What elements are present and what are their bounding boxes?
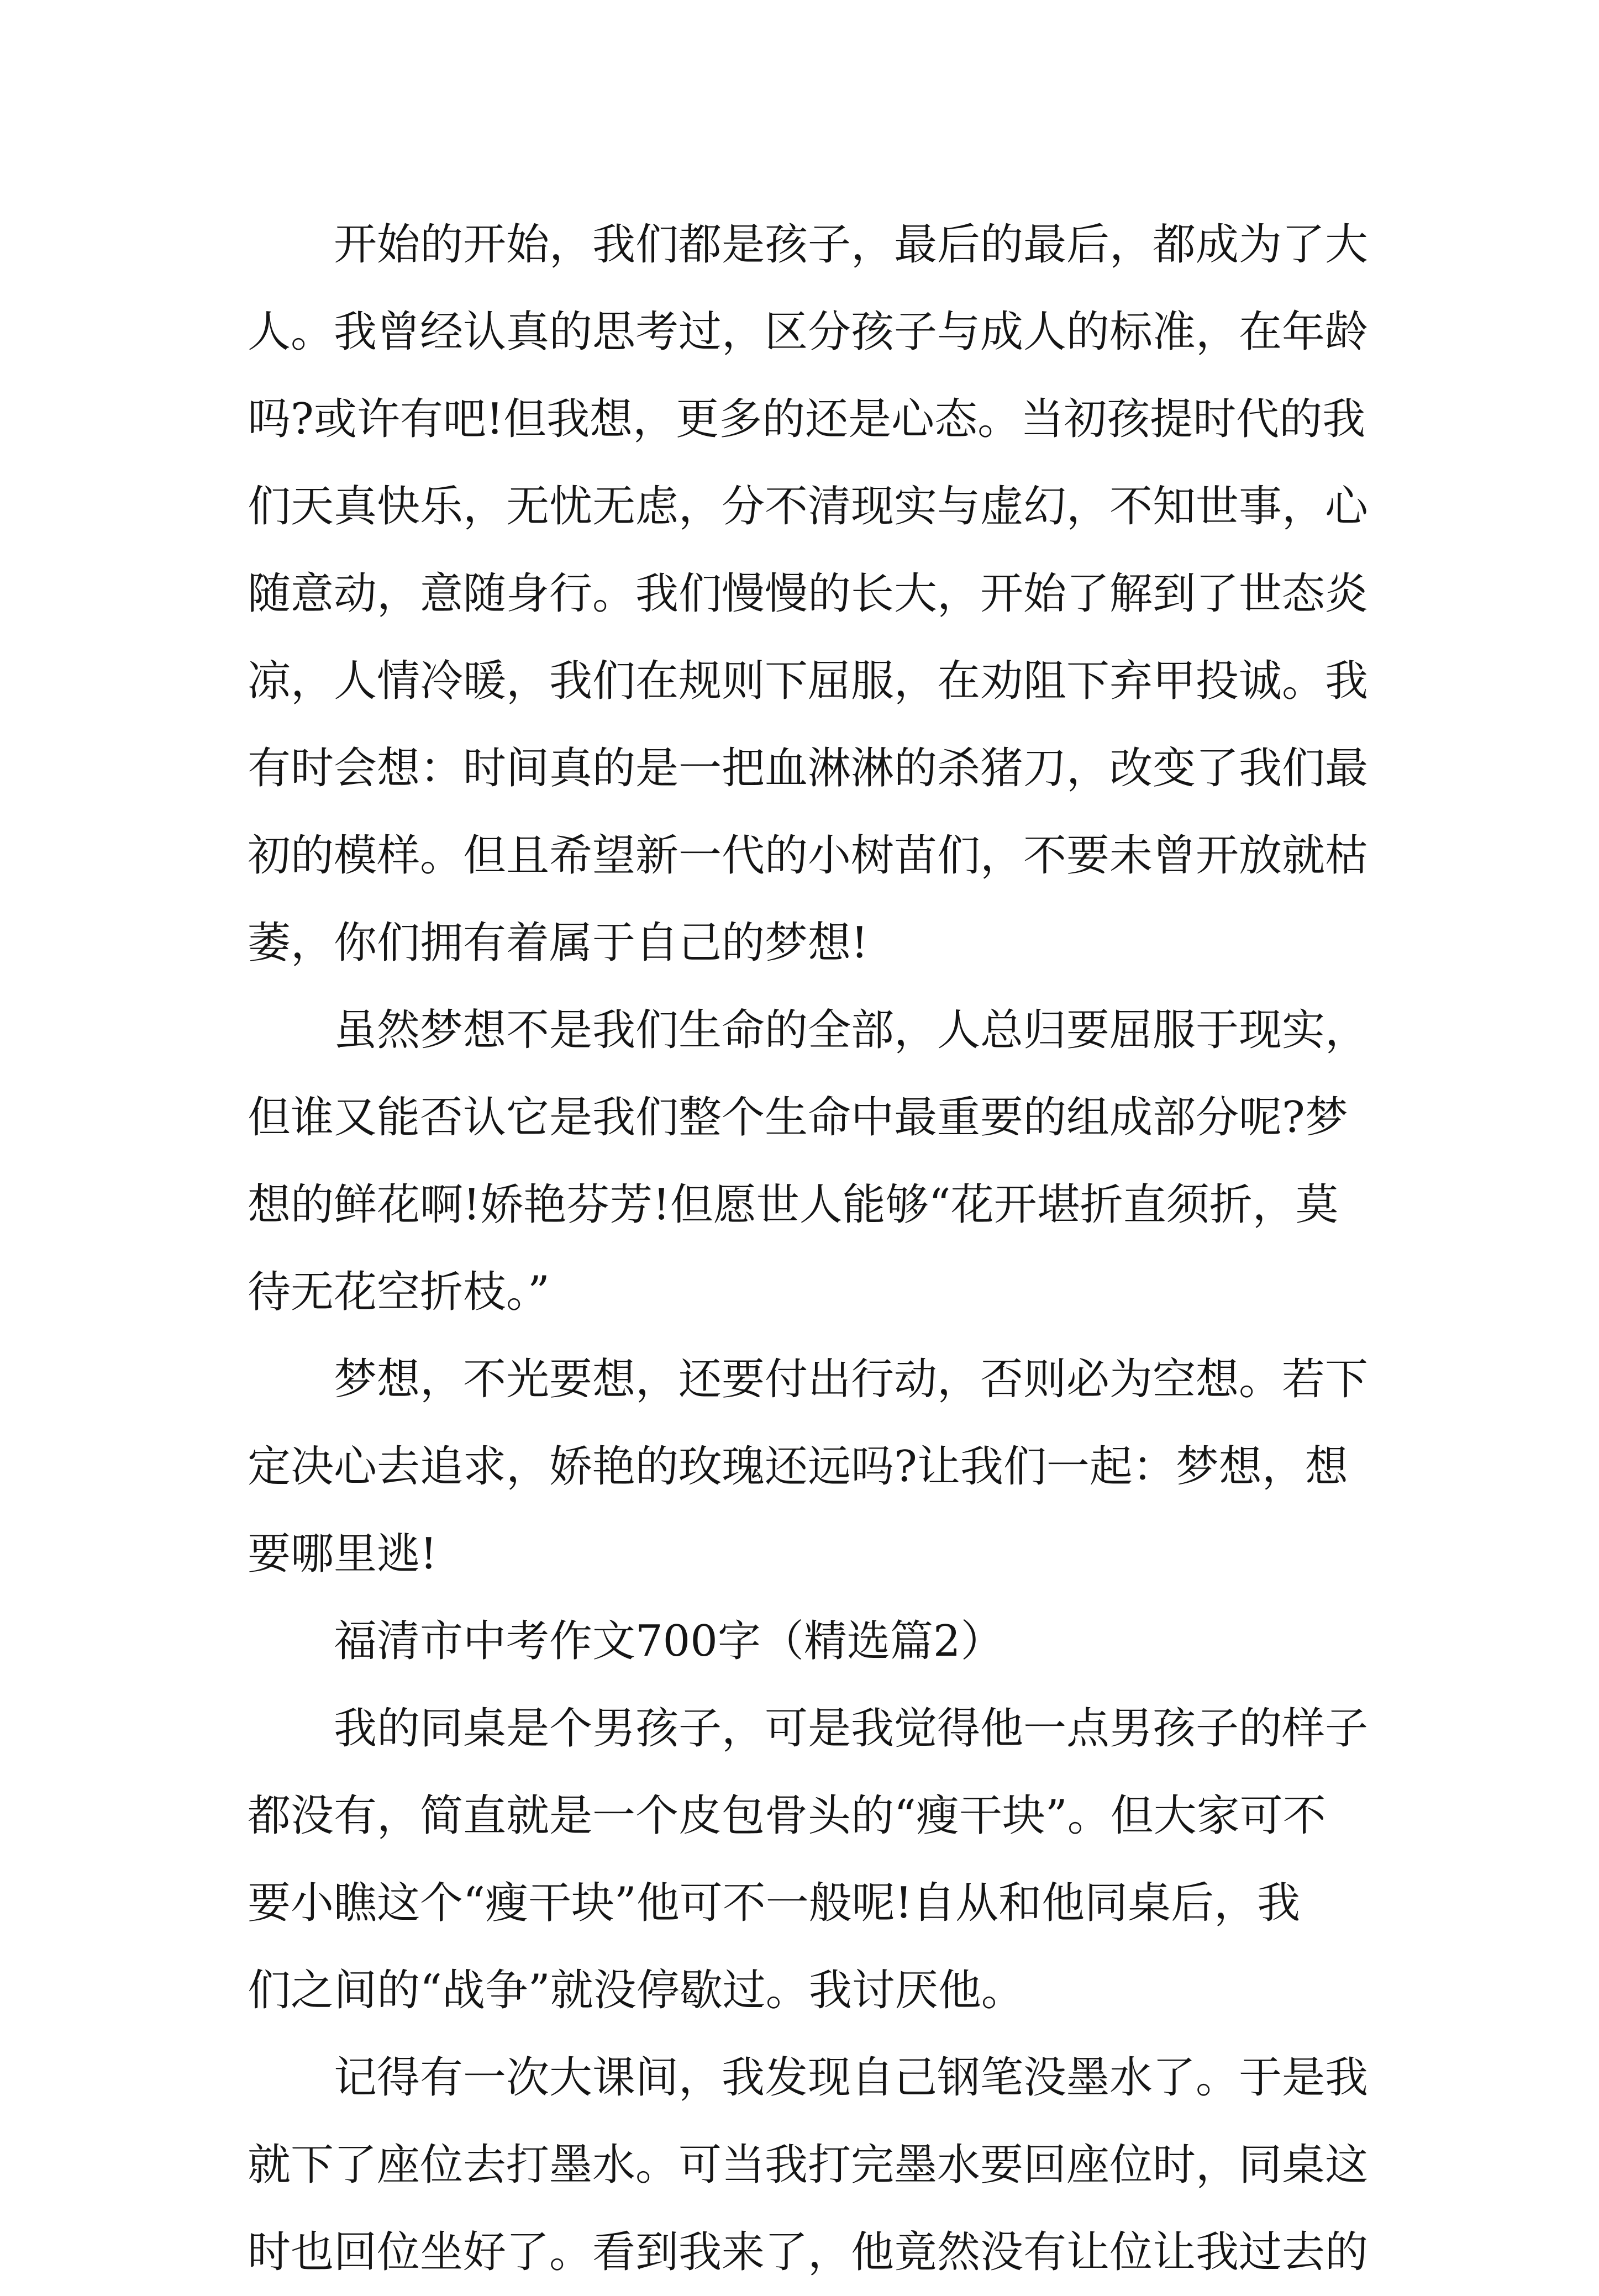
paragraph-4-line-1: 我的同桌是个男孩子，可是我觉得他一点男孩子的样子 bbox=[334, 1704, 1369, 1753]
paragraph-1-line-6: 凉，人情冷暖，我们在规则下屈服，在劝阻下弃甲投诚。我 bbox=[248, 656, 1369, 706]
paragraph-2-line-1: 虽然梦想不是我们生命的全部，人总归要屈服于现实， bbox=[334, 1005, 1369, 1055]
paragraph-2-line-2: 但谁又能否认它是我们整个生命中最重要的组成部分呢?梦 bbox=[248, 1093, 1348, 1142]
section-heading: 福清市中考作文700字（精选篇2） bbox=[334, 1616, 1004, 1666]
paragraph-1-line-4: 们天真快乐，无忧无虑，分不清现实与虚幻，不知世事，心 bbox=[248, 482, 1369, 531]
paragraph-5-line-3: 时也回位坐好了。看到我来了，他竟然没有让位让我过去的 bbox=[248, 2227, 1369, 2277]
paragraph-5-line-1: 记得有一次大课间，我发现自己钢笔没墨水了。于是我 bbox=[334, 2053, 1369, 2103]
paragraph-5-line-2: 就下了座位去打墨水。可当我打完墨水要回座位时，同桌这 bbox=[248, 2140, 1369, 2190]
paragraph-1-line-7: 有时会想：时间真的是一把血淋淋的杀猪刀，改变了我们最 bbox=[248, 744, 1369, 793]
paragraph-3-line-3: 要哪里逃! bbox=[248, 1529, 438, 1579]
paragraph-1-line-3: 吗?或许有吧!但我想，更多的还是心态。当初孩提时代的我 bbox=[248, 394, 1366, 444]
paragraph-1-line-9: 萎，你们拥有着属于自己的梦想! bbox=[248, 918, 869, 968]
paragraph-1-line-2: 人。我曾经认真的思考过，区分孩子与成人的标准，在年龄 bbox=[248, 307, 1369, 357]
paragraph-3-line-2: 定决心去追求，娇艳的玫瑰还远吗?让我们一起：梦想，想 bbox=[248, 1442, 1348, 1492]
document-body bbox=[248, 201, 1369, 2296]
paragraph-1-line-8: 初的模样。但且希望新一代的小树苗们，不要未曾开放就枯 bbox=[248, 831, 1369, 881]
paragraph-2-line-3: 想的鲜花啊!娇艳芬芳!但愿世人能够“花开堪折直须折，莫 bbox=[248, 1180, 1339, 1230]
paragraph-3-line-1: 梦想，不光要想，还要付出行动，否则必为空想。若下 bbox=[334, 1355, 1369, 1404]
paragraph-4-line-4: 们之间的“战争”就没停歇过。我讨厌他。 bbox=[248, 1966, 1024, 2015]
paragraph-1-line-1: 开始的开始，我们都是孩子，最后的最后，都成为了大 bbox=[334, 220, 1369, 270]
paragraph-4-line-3: 要小瞧这个“瘦干块”他可不一般呢!自从和他同桌后，我 bbox=[248, 1878, 1301, 1928]
paragraph-2-line-4: 待无花空折枝。” bbox=[248, 1267, 550, 1317]
paragraph-4-line-2: 都没有，简直就是一个皮包骨头的“瘦干块”。但大家可不 bbox=[248, 1791, 1326, 1841]
paragraph-1-line-5: 随意动，意随身行。我们慢慢的长大，开始了解到了世态炎 bbox=[248, 569, 1369, 619]
